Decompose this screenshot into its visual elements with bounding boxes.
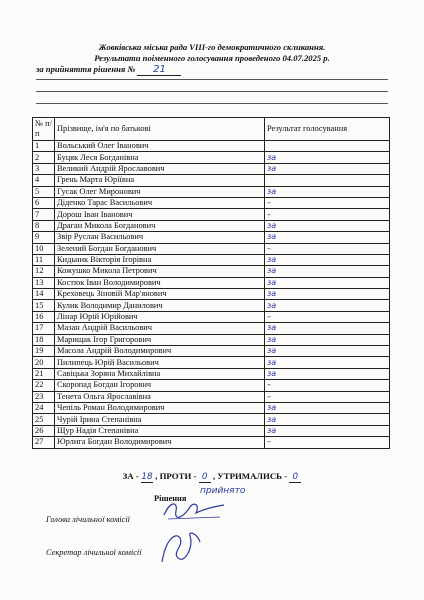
table-row xyxy=(33,414,390,425)
abstain-label: , УТРИМАЛИСЬ - xyxy=(212,471,288,481)
blank-line-2 xyxy=(36,91,388,92)
vote-result: – xyxy=(265,197,390,208)
council-title: Жовківська міська рада VIII-го демократичного скликання. xyxy=(98,42,326,52)
row-number: 18 xyxy=(33,334,55,345)
member-name: Зелений Богдан Богданович xyxy=(55,243,265,254)
member-name: Кидьник Вікторія Ігорівна xyxy=(55,254,265,265)
member-name: Кулик Володимир Данилович xyxy=(55,300,265,311)
results-title: Результати поіменного голосування проведеного 04.07.2025 р. xyxy=(94,53,330,63)
vote-result: за xyxy=(265,266,390,277)
table-row xyxy=(33,266,390,277)
vote-result: – xyxy=(265,437,390,448)
col-number-header: № п/п xyxy=(33,118,55,141)
vote-result: за xyxy=(265,323,390,334)
row-number: 19 xyxy=(33,346,55,357)
decision-line xyxy=(36,64,181,76)
vote-result: за xyxy=(265,425,390,436)
table-row xyxy=(33,141,390,152)
member-name: Звір Руслан Васильович xyxy=(55,232,265,243)
vote-result: – xyxy=(265,243,390,254)
member-name: Щур Надія Степанівна xyxy=(55,425,265,436)
decision-prefix: за прийняття рішення № xyxy=(36,64,136,74)
table-row xyxy=(33,323,390,334)
member-name: Чепіль Роман Володимирович xyxy=(55,402,265,413)
row-number: 17 xyxy=(33,323,55,334)
table-row xyxy=(33,175,390,186)
row-number: 13 xyxy=(33,277,55,288)
row-number: 14 xyxy=(33,289,55,300)
member-name: Великий Андрій Ярославович xyxy=(55,163,265,174)
member-name: Буцяк Леся Богданівна xyxy=(55,152,265,163)
vote-result: – xyxy=(265,311,390,322)
for-label: ЗА - xyxy=(122,471,139,481)
vote-result: за xyxy=(265,152,390,163)
against-label: , ПРОТИ - xyxy=(155,471,197,481)
vote-result: за xyxy=(265,414,390,425)
chair-signature xyxy=(160,497,230,523)
vote-result: за xyxy=(265,289,390,300)
against-value: 0 xyxy=(199,472,211,483)
row-number: 9 xyxy=(33,232,55,243)
table-row xyxy=(33,380,390,391)
vote-result: – xyxy=(265,380,390,391)
row-number: 7 xyxy=(33,209,55,220)
member-name: Лінар Юрій Юрійович xyxy=(55,311,265,322)
member-name: Пилипець Юрій Васильович xyxy=(55,357,265,368)
table-row xyxy=(33,368,390,379)
member-name: Креховець Зіновій Мар'янович xyxy=(55,289,265,300)
vote-result: за xyxy=(265,163,390,174)
blank-line-3 xyxy=(36,103,388,104)
row-number: 1 xyxy=(33,141,55,152)
table-row xyxy=(33,311,390,322)
table-row xyxy=(33,209,390,220)
row-number: 6 xyxy=(33,197,55,208)
row-number: 27 xyxy=(33,437,55,448)
member-name: Діденко Тарас Васильович xyxy=(55,197,265,208)
vote-tally xyxy=(0,471,424,483)
decision-label: Рішення xyxy=(154,494,187,503)
table-row xyxy=(33,402,390,413)
abstain-value: 0 xyxy=(289,472,301,483)
col-name-header: Прізвище, ім'я по батькові xyxy=(55,118,265,141)
vote-result: за xyxy=(265,232,390,243)
member-name: Скоропад Богдан Ігорович xyxy=(55,380,265,391)
chair-label: Голова лічильної комісії xyxy=(46,515,131,524)
row-number: 5 xyxy=(33,186,55,197)
secretary-signature xyxy=(154,528,204,568)
vote-result: за xyxy=(265,334,390,345)
row-number: 26 xyxy=(33,425,55,436)
vote-result: за xyxy=(265,186,390,197)
vote-result xyxy=(265,141,390,152)
table-row xyxy=(33,163,390,174)
table-row xyxy=(33,300,390,311)
blank-line-1 xyxy=(36,79,388,80)
table-row xyxy=(33,277,390,288)
row-number: 16 xyxy=(33,311,55,322)
row-number: 3 xyxy=(33,163,55,174)
row-number: 22 xyxy=(33,380,55,391)
vote-result: за xyxy=(265,300,390,311)
row-number: 24 xyxy=(33,402,55,413)
table-row xyxy=(33,391,390,402)
row-number: 2 xyxy=(33,152,55,163)
member-name: Гусак Олег Миронович xyxy=(55,186,265,197)
table-row xyxy=(33,197,390,208)
row-number: 10 xyxy=(33,243,55,254)
row-number: 25 xyxy=(33,414,55,425)
member-name: Кожушко Микола Петрович xyxy=(55,266,265,277)
member-name: Масола Андрій Володимирович xyxy=(55,346,265,357)
vote-result: за xyxy=(265,368,390,379)
table-row xyxy=(33,289,390,300)
secretary-label: Секретар лічильної комісії xyxy=(46,548,142,557)
member-name: Мазан Андрій Васильович xyxy=(55,323,265,334)
row-number: 21 xyxy=(33,368,55,379)
table-row xyxy=(33,186,390,197)
row-number: 20 xyxy=(33,357,55,368)
member-name: Дорош Іван Іванович xyxy=(55,209,265,220)
table-row xyxy=(33,243,390,254)
table-header-row xyxy=(33,118,390,141)
vote-result: – xyxy=(265,209,390,220)
member-name: Савіцька Зоряна Михайлівна xyxy=(55,368,265,379)
row-number: 4 xyxy=(33,175,55,186)
vote-result: за xyxy=(265,277,390,288)
row-number: 15 xyxy=(33,300,55,311)
member-name: Грень Марта Юріївна xyxy=(55,175,265,186)
vote-result: за xyxy=(265,402,390,413)
member-name: Марищак Ігор Григорович xyxy=(55,334,265,345)
row-number: 12 xyxy=(33,266,55,277)
table-row xyxy=(33,152,390,163)
vote-result: за xyxy=(265,254,390,265)
row-number: 23 xyxy=(33,391,55,402)
decision-handwritten: прийнято xyxy=(200,486,246,496)
table-row xyxy=(33,220,390,231)
vote-result: за xyxy=(265,220,390,231)
table-row xyxy=(33,437,390,448)
table-row xyxy=(33,357,390,368)
vote-table xyxy=(32,117,390,449)
row-number: 8 xyxy=(33,220,55,231)
for-value: 18 xyxy=(141,472,153,482)
table-row xyxy=(33,334,390,345)
vote-result: за xyxy=(265,346,390,357)
member-name: Вольський Олег Іванович xyxy=(55,141,265,152)
row-number: 11 xyxy=(33,254,55,265)
vote-result xyxy=(265,175,390,186)
vote-result: – xyxy=(265,391,390,402)
vote-result: за xyxy=(265,357,390,368)
table-row xyxy=(33,425,390,436)
member-name: Костюк Іван Володимирович xyxy=(55,277,265,288)
member-name: Тенета Ольга Ярославівна xyxy=(55,391,265,402)
table-row xyxy=(33,254,390,265)
member-name: Чурій Ірина Степанівна xyxy=(55,414,265,425)
col-result-header: Результат голосування xyxy=(265,118,390,141)
table-row xyxy=(33,232,390,243)
member-name: Драган Микола Богданович xyxy=(55,220,265,231)
member-name: Юрлига Богдан Володимирович xyxy=(55,437,265,448)
decision-number: 21 xyxy=(137,64,181,76)
table-row xyxy=(33,346,390,357)
